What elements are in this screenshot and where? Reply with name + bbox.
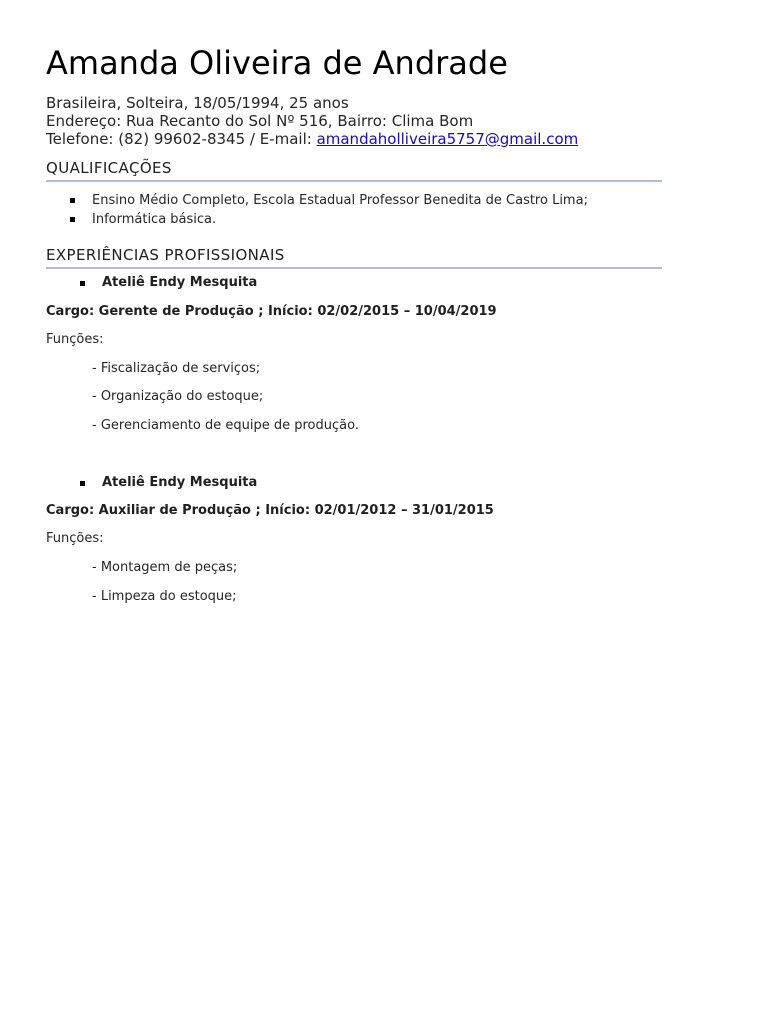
funcoes-label: Funções: [46,531,104,546]
personal-details: Brasileira, Solteira, 18/05/1994, 25 anos [46,94,349,112]
list-item [92,191,588,210]
qualifications-heading: QUALIFICAÇÕES [46,158,662,182]
email-link[interactable]: amandaholliveira5757@gmail.com [316,130,579,148]
address-line: Endereço: Rua Recanto do Sol Nº 516, Bairro: Clima Bom [46,112,474,130]
job-cargo: Cargo: Auxiliar de Produção ; Início: 02/01/2012 – 31/01/2015 [46,503,494,518]
function-item: - Limpeza do estoque; [92,589,237,604]
function-item: - Fiscalização de serviços; [92,361,261,376]
function-item: - Organização do estoque; [92,389,264,404]
company-name: Ateliê Endy Mesquita [102,475,258,490]
square-bullet-icon [70,198,75,203]
qualification-text: Ensino Médio Completo, Escola Estadual Professor Benedita de Castro Lima; [92,193,588,208]
function-item: - Montagem de peças; [92,560,238,575]
contact-line [46,130,578,148]
square-bullet-icon [70,217,75,222]
square-bullet-icon [80,481,85,486]
square-bullet-icon [80,281,85,286]
phone-text: Telefone: (82) 99602-8345 / E-mail: [46,130,317,148]
job-company [102,474,257,492]
list-item [92,210,588,229]
qualification-text: Informática básica. [92,212,217,227]
company-name: Ateliê Endy Mesquita [102,275,258,290]
job-cargo: Cargo: Gerente de Produção ; Início: 02/02/2015 – 10/04/2019 [46,304,497,319]
personal-info-block [46,94,578,148]
experience-heading: EXPERIÊNCIAS PROFISSIONAIS [46,245,662,269]
qualifications-list [92,191,588,229]
candidate-name: Amanda Oliveira de Andrade [46,44,508,82]
job-company [102,274,257,292]
funcoes-label: Funções: [46,332,104,347]
function-item: - Gerenciamento de equipe de produção. [92,418,359,433]
